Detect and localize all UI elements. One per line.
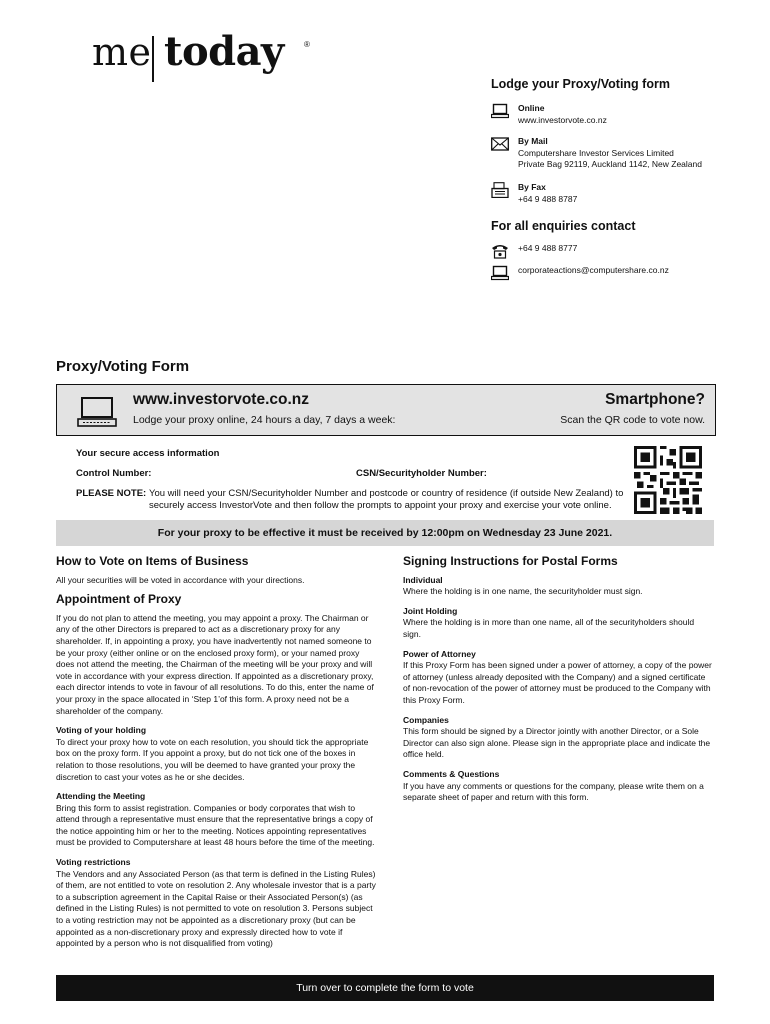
voting-heading: Voting of your holding xyxy=(56,725,147,736)
mail-line-2: Private Bag 92119, Auckland 1142, New Zealand xyxy=(518,159,702,169)
logo-today: today xyxy=(164,28,284,75)
how-to-vote-heading: How to Vote on Items of Business xyxy=(56,554,249,568)
individual-heading: Individual xyxy=(403,574,443,585)
secure-access-section xyxy=(56,440,714,518)
how-to-vote-intro: All your securities will be voted in accordance with your directions. xyxy=(56,574,305,585)
restrictions-text: The Vendors and any Associated Person (as that term is defined in the Listing Rules) of them, are not entitled to vote on resolution 2. Any wholesale investor that is a party to a subscription agreement in the Capital Raise or their Associated Person(s) (as defined in the Listing Rules) is not permitted to vote on resolution 3. Persons subject to a voting restriction may not be appointed as a discretionary proxy (but can be appointed as a non-discretionary proxy and expressly directed how to vote if appointed by a person who is not disqualified from voting) xyxy=(56,868,376,949)
appointment-heading: Appointment of Proxy xyxy=(56,592,182,607)
signing-heading: Signing Instructions for Postal Forms xyxy=(403,554,618,568)
poa-heading: Power of Attorney xyxy=(403,648,476,659)
smartphone-heading: Smartphone? xyxy=(605,391,705,408)
online-url[interactable]: www.investorvote.co.nz xyxy=(518,114,607,125)
enquiries-heading: For all enquiries contact xyxy=(491,219,636,233)
deadline-bar: For your proxy to be effective it must be received by 12:00pm on Wednesday 23 June 2021. xyxy=(56,520,714,546)
comments-text: If you have any comments or questions for the company, please write them on a separate sheet of paper and return with this form. xyxy=(403,780,704,803)
individual-text: Where the holding is in one name, the securityholder must sign. xyxy=(403,586,643,597)
please-note-label: PLEASE NOTE: xyxy=(76,488,147,499)
computer-icon xyxy=(77,397,117,427)
logo-me: me xyxy=(92,30,152,74)
laptop-icon xyxy=(491,265,509,281)
attending-text: Bring this form to assist registration. Companies or body corporates that wish to attend through a representative must ensure that the representative brings a copy of the notice appointing him or her to the meeting. Notices appointing representatives must be provided to Computershare at least 48 hours before the time of the meeting. xyxy=(56,802,375,848)
laptop-icon xyxy=(491,103,509,119)
enquiries-phone-number: +64 9 488 8777 xyxy=(518,243,578,253)
comments-heading: Comments & Questions xyxy=(403,768,500,779)
banner-subtitle: Lodge your proxy online, 24 hours a day, 7 days a week: xyxy=(133,414,396,426)
control-number-label: Control Number: xyxy=(76,468,152,479)
lodge-heading: Lodge your Proxy/Voting form xyxy=(491,77,670,91)
investorvote-banner xyxy=(56,384,716,436)
mail-line-1: Computershare Investor Services Limited xyxy=(518,147,674,158)
smartphone-subtitle: Scan the QR code to vote now. xyxy=(560,414,705,426)
signing-instructions-column xyxy=(403,556,713,804)
fax-label: By Fax xyxy=(518,182,546,192)
online-label: Online xyxy=(518,103,545,113)
companies-heading: Companies xyxy=(403,714,449,725)
fax-icon xyxy=(491,182,509,198)
banner-url[interactable]: www.investorvote.co.nz xyxy=(133,391,309,408)
telephone-icon xyxy=(491,243,509,259)
turn-over-footer: Turn over to complete the form to vote xyxy=(56,975,714,1001)
joint-text: Where the holding is in more than one name, all of the securityholders should sign. xyxy=(403,617,695,639)
attending-heading: Attending the Meeting xyxy=(56,791,146,802)
appointment-text: If you do not plan to attend the meeting, you may appoint a proxy. The Chairman or any of the other Directors is prepared to act as a discretionary proxy for any shareholder. If, in appointing a proxy, you have inadvertently not named someone to be your proxy (either online or on the enclosed proxy form), or your named proxy does not attend the meeting, the Chairman of the meeting will be your proxy and will vote in accordance with your express direction. If appointed as a discretionary proxy, each director intends to vote in favour of all resolutions. To do this, enter the name of your proxy in the space allocated in ‘Step 1’of this form. A proxy need not be a shareholder of the company. xyxy=(56,612,374,716)
logo-registered-mark: ® xyxy=(304,40,310,49)
logo-divider xyxy=(152,36,154,82)
envelope-icon xyxy=(491,136,509,152)
poa-text: If this Proxy Form has been signed under a power of attorney, a copy of the power of attorney (unless already deposited with the Company) and a signed certificate of non-revocation of the power of attorney must be produced to the Company with this Proxy Form. xyxy=(403,660,712,705)
enquiries-email-address[interactable]: corporateactions@computershare.co.nz xyxy=(518,265,669,275)
csn-label: CSN/Securityholder Number: xyxy=(356,468,487,479)
voting-text: To direct your proxy how to vote on each resolution, you should tick the appropriate box on the proxy form. If you appoint a proxy, but do not tick one of the boxes in relation to those resolutions, you will be deemed to have granted your proxy the discretion to cast your votes as he or she decides. xyxy=(56,736,369,782)
how-to-vote-column xyxy=(56,556,376,950)
mail-label: By Mail xyxy=(518,136,548,146)
access-title: Your secure access information xyxy=(76,448,220,459)
fax-number: +64 9 488 8787 xyxy=(518,193,578,204)
please-note-text: You will need your CSN/Securityholder Number and postcode or country of residence (if outside New Zealand) to securely access InvestorVote and then follow the prompts to appoint your proxy and exercise your vote online. xyxy=(149,488,624,511)
companies-text: This form should be signed by a Director jointly with another Director, or a Sole Director can also sign alone. Please sign in the appropriate place and indicate the office held. xyxy=(403,726,711,760)
form-title: Proxy/Voting Form xyxy=(56,358,190,375)
restrictions-heading: Voting restrictions xyxy=(56,857,131,868)
joint-heading: Joint Holding xyxy=(403,605,458,616)
qr-code-icon[interactable] xyxy=(634,446,702,514)
